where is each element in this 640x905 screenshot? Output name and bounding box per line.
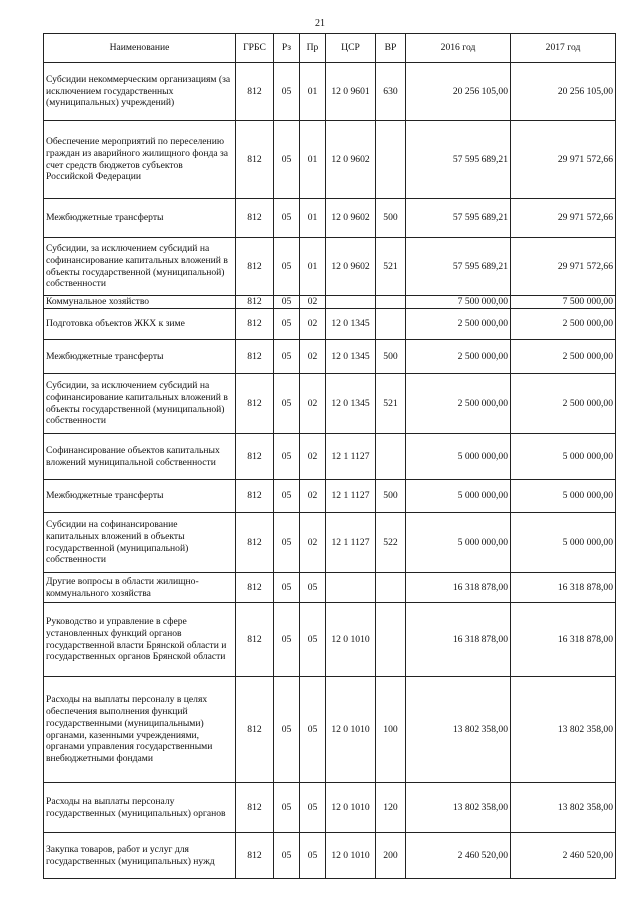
table-row bbox=[44, 833, 616, 879]
table-row bbox=[44, 296, 616, 309]
row-name: Руководство и управление в сфере установленных функций органов государственной власти Брянской области и государственных органов Брянской области bbox=[44, 603, 236, 677]
row-pr: 01 bbox=[300, 121, 326, 199]
row-grbs: 812 bbox=[236, 783, 274, 833]
row-2016: 2 500 000,00 bbox=[406, 309, 511, 340]
row-pr: 01 bbox=[300, 199, 326, 238]
row-name: Расходы на выплаты персоналу государственных (муниципальных) органов bbox=[44, 783, 236, 833]
table-row bbox=[44, 603, 616, 677]
row-2017: 13 802 358,00 bbox=[511, 677, 616, 783]
row-csr bbox=[326, 296, 376, 309]
row-csr: 12 0 9601 bbox=[326, 63, 376, 121]
row-rz: 05 bbox=[274, 513, 300, 573]
row-pr: 02 bbox=[300, 296, 326, 309]
row-rz: 05 bbox=[274, 63, 300, 121]
row-2017: 2 500 000,00 bbox=[511, 374, 616, 434]
row-grbs: 812 bbox=[236, 677, 274, 783]
row-2017: 2 460 520,00 bbox=[511, 833, 616, 879]
row-2017: 2 500 000,00 bbox=[511, 309, 616, 340]
row-pr: 02 bbox=[300, 374, 326, 434]
row-name: Межбюджетные трансферты bbox=[44, 199, 236, 238]
row-vr bbox=[376, 296, 406, 309]
row-name: Субсидии на софинансирование капитальных вложений в объекты государственной (муниципальной) собственности bbox=[44, 513, 236, 573]
row-name: Межбюджетные трансферты bbox=[44, 480, 236, 513]
row-rz: 05 bbox=[274, 434, 300, 480]
row-grbs: 812 bbox=[236, 374, 274, 434]
row-pr: 02 bbox=[300, 309, 326, 340]
row-csr: 12 0 9602 bbox=[326, 238, 376, 296]
row-name: Субсидии, за исключением субсидий на софинансирование капитальных вложений в объекты государственной (муниципальной) собственности bbox=[44, 374, 236, 434]
row-rz: 05 bbox=[274, 374, 300, 434]
row-vr bbox=[376, 309, 406, 340]
header-name: Наименование bbox=[44, 34, 236, 63]
row-2017: 29 971 572,66 bbox=[511, 238, 616, 296]
budget-table bbox=[43, 33, 616, 879]
row-csr: 12 0 1345 bbox=[326, 340, 376, 374]
row-2016: 5 000 000,00 bbox=[406, 434, 511, 480]
table-row bbox=[44, 480, 616, 513]
row-rz: 05 bbox=[274, 783, 300, 833]
row-csr: 12 0 1010 bbox=[326, 833, 376, 879]
row-2017: 5 000 000,00 bbox=[511, 480, 616, 513]
table-row bbox=[44, 63, 616, 121]
row-grbs: 812 bbox=[236, 434, 274, 480]
row-2016: 7 500 000,00 bbox=[406, 296, 511, 309]
header-pr: Пр bbox=[300, 34, 326, 63]
header-grbs: ГРБС bbox=[236, 34, 274, 63]
table-row bbox=[44, 199, 616, 238]
row-rz: 05 bbox=[274, 309, 300, 340]
row-grbs: 812 bbox=[236, 199, 274, 238]
table-row bbox=[44, 238, 616, 296]
row-2017: 13 802 358,00 bbox=[511, 783, 616, 833]
row-2017: 16 318 878,00 bbox=[511, 573, 616, 603]
row-grbs: 812 bbox=[236, 573, 274, 603]
row-name: Подготовка объектов ЖКХ к зиме bbox=[44, 309, 236, 340]
row-pr: 05 bbox=[300, 603, 326, 677]
header-csr: ЦСР bbox=[326, 34, 376, 63]
row-pr: 05 bbox=[300, 573, 326, 603]
row-grbs: 812 bbox=[236, 833, 274, 879]
header-2016: 2016 год bbox=[406, 34, 511, 63]
row-grbs: 812 bbox=[236, 480, 274, 513]
row-csr: 12 0 1010 bbox=[326, 783, 376, 833]
row-vr bbox=[376, 434, 406, 480]
row-2017: 29 971 572,66 bbox=[511, 121, 616, 199]
row-csr: 12 1 1127 bbox=[326, 513, 376, 573]
row-2016: 16 318 878,00 bbox=[406, 603, 511, 677]
row-rz: 05 bbox=[274, 340, 300, 374]
row-2016: 5 000 000,00 bbox=[406, 480, 511, 513]
row-rz: 05 bbox=[274, 833, 300, 879]
row-vr: 200 bbox=[376, 833, 406, 879]
row-pr: 05 bbox=[300, 677, 326, 783]
row-rz: 05 bbox=[274, 238, 300, 296]
row-2017: 20 256 105,00 bbox=[511, 63, 616, 121]
row-vr: 521 bbox=[376, 374, 406, 434]
table-row bbox=[44, 340, 616, 374]
row-2016: 2 460 520,00 bbox=[406, 833, 511, 879]
header-2017: 2017 год bbox=[511, 34, 616, 63]
row-2016: 16 318 878,00 bbox=[406, 573, 511, 603]
row-pr: 02 bbox=[300, 340, 326, 374]
row-rz: 05 bbox=[274, 677, 300, 783]
page-number: 21 bbox=[315, 18, 325, 29]
row-2016: 2 500 000,00 bbox=[406, 374, 511, 434]
row-2016: 57 595 689,21 bbox=[406, 121, 511, 199]
row-2016: 13 802 358,00 bbox=[406, 783, 511, 833]
row-2016: 57 595 689,21 bbox=[406, 199, 511, 238]
row-2017: 2 500 000,00 bbox=[511, 340, 616, 374]
row-csr: 12 0 9602 bbox=[326, 199, 376, 238]
row-pr: 05 bbox=[300, 833, 326, 879]
table-row bbox=[44, 513, 616, 573]
row-grbs: 812 bbox=[236, 63, 274, 121]
row-vr: 500 bbox=[376, 199, 406, 238]
row-2016: 5 000 000,00 bbox=[406, 513, 511, 573]
row-grbs: 812 bbox=[236, 309, 274, 340]
row-name: Субсидии некоммерческим организациям (за исключением государственных (муниципальных) учреждений) bbox=[44, 63, 236, 121]
row-name: Расходы на выплаты персоналу в целях обеспечения выполнения функций государственными (муниципальными) органами, казенными учреждениями, органами управления государственными внебюджетными фондами bbox=[44, 677, 236, 783]
header-vr: ВР bbox=[376, 34, 406, 63]
header-rz: Рз bbox=[274, 34, 300, 63]
row-csr: 12 0 1010 bbox=[326, 603, 376, 677]
row-name: Софинансирование объектов капитальных вложений муниципальной собственности bbox=[44, 434, 236, 480]
row-name: Коммунальное хозяйство bbox=[44, 296, 236, 309]
row-2017: 7 500 000,00 bbox=[511, 296, 616, 309]
row-csr: 12 1 1127 bbox=[326, 480, 376, 513]
table-row bbox=[44, 374, 616, 434]
row-rz: 05 bbox=[274, 603, 300, 677]
table-header-row bbox=[44, 34, 616, 63]
row-2016: 2 500 000,00 bbox=[406, 340, 511, 374]
row-csr: 12 1 1127 bbox=[326, 434, 376, 480]
row-grbs: 812 bbox=[236, 296, 274, 309]
row-vr bbox=[376, 603, 406, 677]
row-vr: 100 bbox=[376, 677, 406, 783]
row-pr: 01 bbox=[300, 238, 326, 296]
row-vr: 500 bbox=[376, 480, 406, 513]
row-csr: 12 0 9602 bbox=[326, 121, 376, 199]
row-vr: 630 bbox=[376, 63, 406, 121]
row-vr bbox=[376, 121, 406, 199]
row-name: Субсидии, за исключением субсидий на софинансирование капитальных вложений в объекты государственной (муниципальной) собственности bbox=[44, 238, 236, 296]
row-pr: 02 bbox=[300, 480, 326, 513]
row-name: Другие вопросы в области жилищно-коммунального хозяйства bbox=[44, 573, 236, 603]
row-pr: 05 bbox=[300, 783, 326, 833]
row-rz: 05 bbox=[274, 121, 300, 199]
table-row bbox=[44, 121, 616, 199]
row-rz: 05 bbox=[274, 480, 300, 513]
row-2016: 57 595 689,21 bbox=[406, 238, 511, 296]
row-pr: 02 bbox=[300, 434, 326, 480]
row-grbs: 812 bbox=[236, 121, 274, 199]
row-2016: 20 256 105,00 bbox=[406, 63, 511, 121]
row-vr: 522 bbox=[376, 513, 406, 573]
row-csr bbox=[326, 573, 376, 603]
table-row bbox=[44, 573, 616, 603]
table-row bbox=[44, 783, 616, 833]
row-2017: 29 971 572,66 bbox=[511, 199, 616, 238]
row-vr: 500 bbox=[376, 340, 406, 374]
row-rz: 05 bbox=[274, 199, 300, 238]
row-grbs: 812 bbox=[236, 238, 274, 296]
row-vr: 120 bbox=[376, 783, 406, 833]
row-csr: 12 0 1010 bbox=[326, 677, 376, 783]
table-row bbox=[44, 434, 616, 480]
row-grbs: 812 bbox=[236, 603, 274, 677]
row-2017: 5 000 000,00 bbox=[511, 513, 616, 573]
row-csr: 12 0 1345 bbox=[326, 309, 376, 340]
row-vr bbox=[376, 573, 406, 603]
row-csr: 12 0 1345 bbox=[326, 374, 376, 434]
row-vr: 521 bbox=[376, 238, 406, 296]
row-2017: 16 318 878,00 bbox=[511, 603, 616, 677]
row-pr: 01 bbox=[300, 63, 326, 121]
row-2016: 13 802 358,00 bbox=[406, 677, 511, 783]
row-rz: 05 bbox=[274, 573, 300, 603]
row-grbs: 812 bbox=[236, 340, 274, 374]
row-2017: 5 000 000,00 bbox=[511, 434, 616, 480]
row-name: Закупка товаров, работ и услуг для государственных (муниципальных) нужд bbox=[44, 833, 236, 879]
row-rz: 05 bbox=[274, 296, 300, 309]
table-row bbox=[44, 677, 616, 783]
row-name: Обеспечение мероприятий по переселению граждан из аварийного жилищного фонда за счет средств бюджетов субъектов Российской Федерации bbox=[44, 121, 236, 199]
row-name: Межбюджетные трансферты bbox=[44, 340, 236, 374]
table-row bbox=[44, 309, 616, 340]
row-pr: 02 bbox=[300, 513, 326, 573]
row-grbs: 812 bbox=[236, 513, 274, 573]
